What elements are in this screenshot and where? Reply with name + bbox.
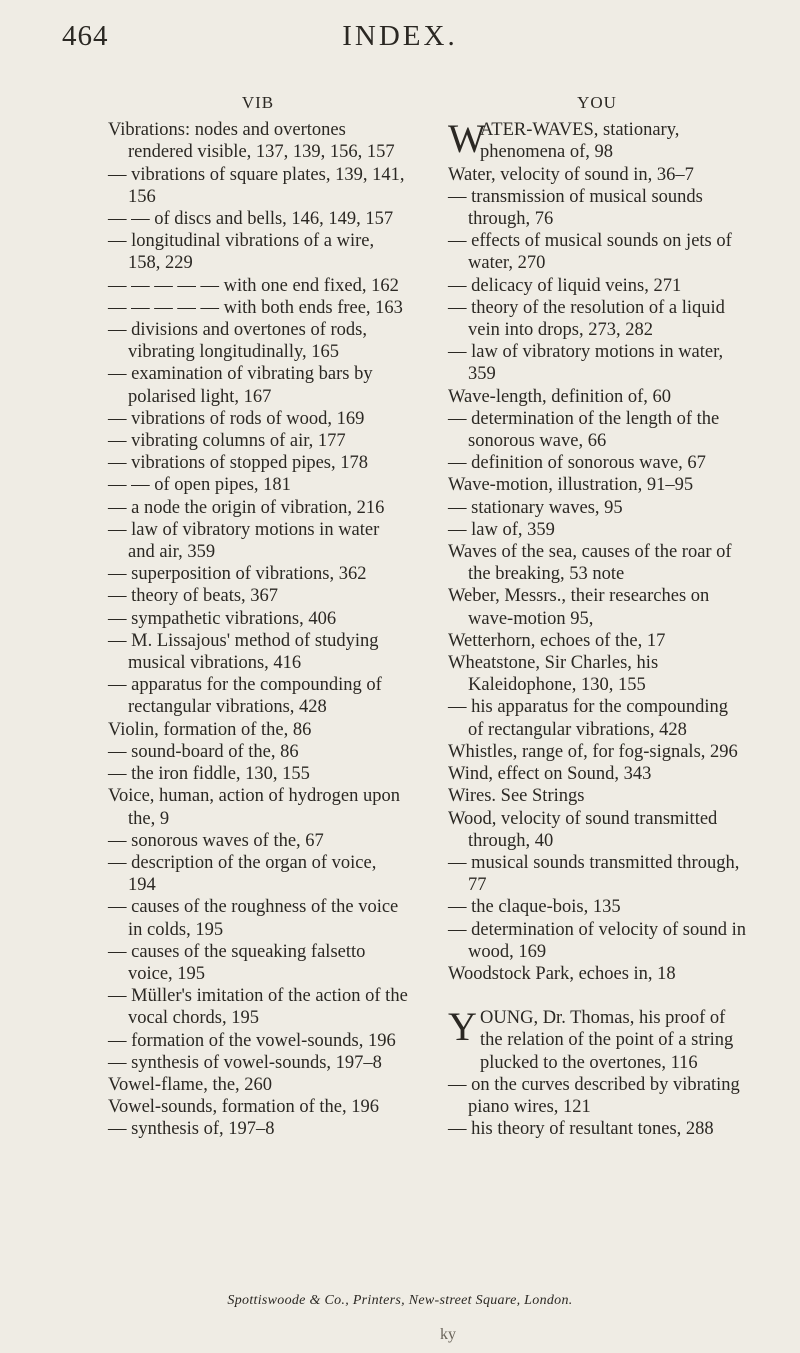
index-entry: — — — — — with one end fixed, 162 <box>108 275 399 296</box>
index-entry: Vowel-flame, the, 260 <box>108 1074 273 1095</box>
index-entry: — sonorous waves of the, 67 <box>108 830 324 851</box>
index-entry: — synthesis of vowel-sounds, 197–8 <box>108 1052 382 1073</box>
index-entry: — causes of the squeaking falsetto voice, 195 <box>108 941 366 984</box>
index-entry: — superposition of vibrations, 362 <box>108 564 367 585</box>
index-entry: — Müller's imitation of the action of the vocal chords, 195 <box>108 986 408 1029</box>
index-entry: — — of open pipes, 181 <box>108 475 291 496</box>
w-dropcap: W <box>448 116 486 162</box>
index-entry: Wheatstone, Sir Charles, his Kaleidophone, 130, 155 <box>448 653 659 696</box>
index-entry: — the iron fiddle, 130, 155 <box>108 764 310 785</box>
index-entry: — description of the organ of voice, 194 <box>108 852 377 896</box>
index-entry: — longitudinal vibrations of a wire, 158, 229 <box>108 231 375 274</box>
y-first-entry-text: OUNG, Dr. Thomas, his proof of the relation of the point of a string plucked to the overtones, 116 <box>480 1008 734 1073</box>
y-entries-list <box>448 1074 746 1141</box>
index-entry: Vibrations: nodes and overtones rendered visible, 137, 139, 156, 157 <box>108 120 395 163</box>
index-entry: — apparatus for the compounding of rectangular vibrations, 428 <box>108 675 382 718</box>
index-entry: Wave-length, definition of, 60 <box>448 386 672 407</box>
index-entry: — sympathetic vibrations, 406 <box>108 608 337 629</box>
index-entry: Wetterhorn, echoes of the, 17 <box>448 630 666 651</box>
index-entry: Woodstock Park, echoes in, 18 <box>448 963 676 984</box>
running-title: INDEX. <box>342 20 458 52</box>
index-entry: — synthesis of, 197–8 <box>108 1119 275 1140</box>
index-entry: Wave-motion, illustration, 91–95 <box>448 475 694 496</box>
w-entries-list <box>448 164 746 986</box>
index-entry: — determination of velocity of sound in wood, 169 <box>448 919 746 962</box>
index-entry: — vibrating columns of air, 177 <box>108 431 346 452</box>
index-entry: Violin, formation of the, 86 <box>108 719 312 740</box>
index-entry: — determination of the length of the sonorous wave, 66 <box>448 408 720 452</box>
page-header <box>0 20 800 56</box>
y-section-first-entry <box>448 1004 746 1074</box>
index-entry: — law of vibratory motions in water, 359 <box>448 342 724 385</box>
index-entry: — divisions and overtones of rods, vibrating longitudinally, 165 <box>108 320 367 363</box>
index-entry: Voice, human, action of hydrogen upon the, 9 <box>108 786 400 829</box>
index-entry: Weber, Messrs., their researches on wave-motion 95, <box>448 586 710 629</box>
index-entry: — the claque-bois, 135 <box>448 897 621 918</box>
index-entry: — his apparatus for the compounding of rectangular vibrations, 428 <box>448 697 729 740</box>
index-entry: — musical sounds transmitted through, 77 <box>448 852 740 896</box>
w-section-first-entry <box>448 116 746 163</box>
index-entry: Water, velocity of sound in, 36–7 <box>448 164 694 185</box>
right-column-head: YOU <box>577 93 617 112</box>
index-entry: — — of discs and bells, 146, 149, 157 <box>108 209 394 230</box>
page-number: 464 <box>62 20 109 52</box>
index-entry: — transmission of musical sounds through, 76 <box>448 186 703 230</box>
index-entry: — his theory of resultant tones, 288 <box>448 1119 714 1140</box>
index-entry: — theory of beats, 367 <box>108 586 279 607</box>
index-entry: Waves of the sea, causes of the roar of the breaking, 53 note <box>448 542 732 585</box>
index-entry: — vibrations of square plates, 139, 141, 156 <box>108 164 405 207</box>
index-entry: Vowel-sounds, formation of the, 196 <box>108 1097 379 1118</box>
index-entry: Wind, effect on Sound, 343 <box>448 764 652 785</box>
index-entry: — delicacy of liquid veins, 271 <box>448 275 682 296</box>
index-entry: Wood, velocity of sound transmitted through, 40 <box>448 808 718 851</box>
right-column <box>448 92 746 1140</box>
w-first-entry-text: ATER-WAVES, stationary, phenomena of, 98 <box>480 120 680 163</box>
index-entry: Wires. See Strings <box>448 786 585 807</box>
index-entry: — causes of the roughness of the voice in colds, 195 <box>108 897 399 940</box>
index-entry: Whistles, range of, for fog-signals, 296 <box>448 741 738 762</box>
index-entry: — sound-board of the, 86 <box>108 741 299 762</box>
left-column-head: VIB <box>241 93 275 112</box>
index-entry: — law of, 359 <box>448 519 555 540</box>
left-entries-list <box>108 119 408 1140</box>
left-column <box>108 92 408 1141</box>
printer-imprint: Spottiswoode & Co., Printers, New-street Square, London. <box>227 1293 573 1308</box>
y-dropcap: Y <box>448 1004 477 1050</box>
index-entry: — M. Lissajous' method of studying musical vibrations, 416 <box>108 630 379 674</box>
index-entry: — on the curves described by vibrating piano wires, 121 <box>448 1074 740 1117</box>
index-entry: — theory of the resolution of a liquid vein into drops, 273, 282 <box>448 297 725 341</box>
index-entry: — vibrations of rods of wood, 169 <box>108 408 365 429</box>
signature-mark: ky <box>440 1326 456 1343</box>
index-entry: — definition of sonorous wave, 67 <box>448 453 706 474</box>
index-entry: — — — — — with both ends free, 163 <box>108 297 403 318</box>
index-entry: — a node the origin of vibration, 216 <box>108 497 385 518</box>
index-entry: — stationary waves, 95 <box>448 497 623 518</box>
index-entry: — law of vibratory motions in water and air, 359 <box>108 519 380 563</box>
index-entry: — effects of musical sounds on jets of water, 270 <box>448 231 732 274</box>
index-entry: — formation of the vowel-sounds, 196 <box>108 1030 396 1051</box>
index-entry: — examination of vibrating bars by polarised light, 167 <box>108 364 373 407</box>
index-entry: — vibrations of stopped pipes, 178 <box>108 453 369 474</box>
